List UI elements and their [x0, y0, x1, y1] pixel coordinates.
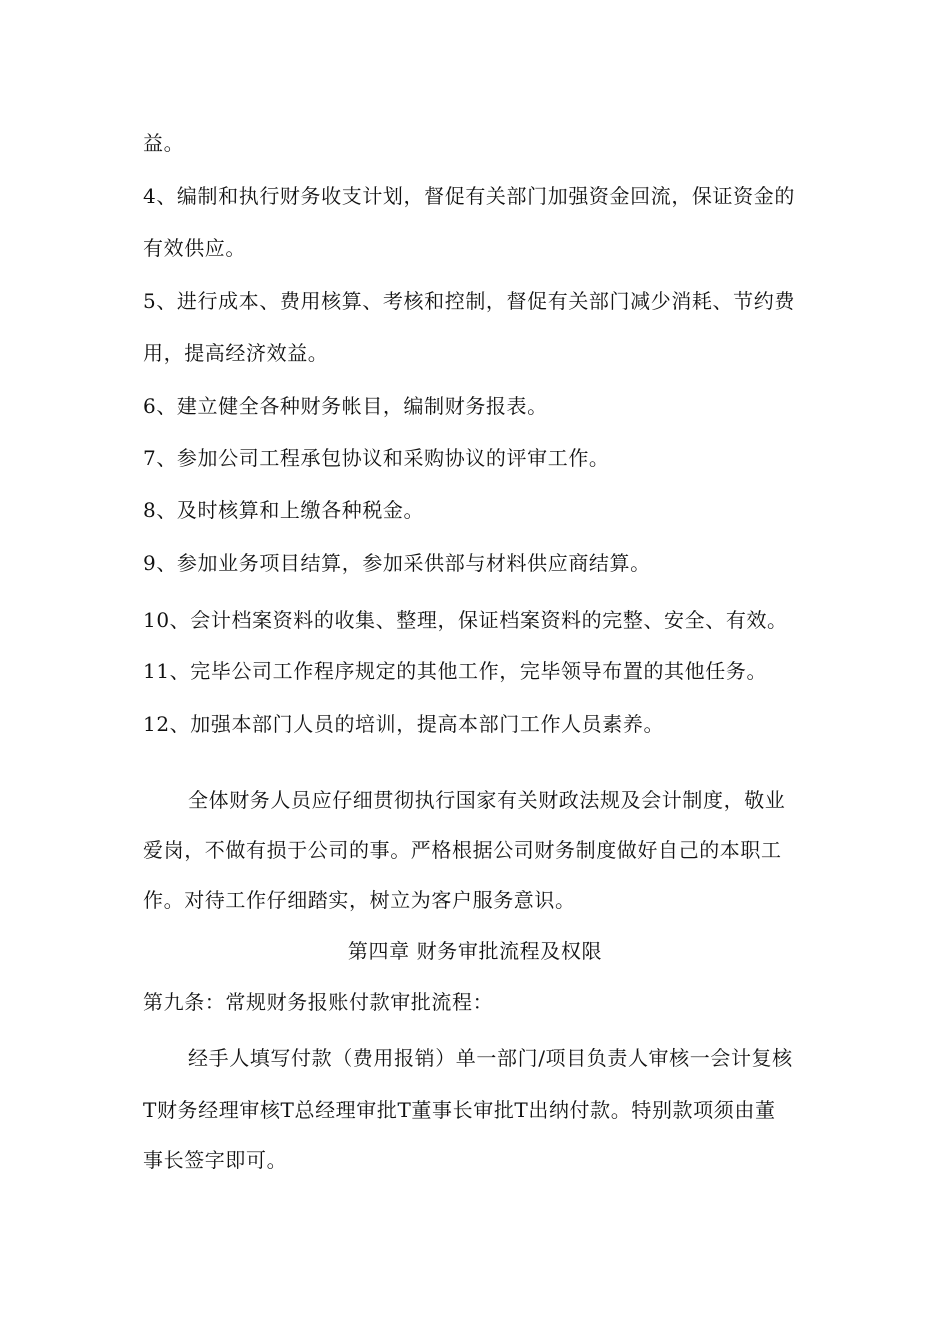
- chapter-heading: 第四章 财务审批流程及权限: [347, 939, 603, 963]
- list-item-4: 4、编制和执行财务收支计划，督促有关部门加强资金回流，保证资金的: [143, 184, 795, 208]
- list-item-9: 9、参加业务项目结算，参加采供部与材料供应商结算。: [143, 551, 651, 575]
- text-line: 用，提高经济效益。: [143, 341, 329, 365]
- paragraph-line: T财务经理审核T总经理审批T董事长审批T出纳付款。特别款项须由董: [143, 1098, 776, 1122]
- list-item-5: 5、进行成本、费用核算、考核和控制，督促有关部门减少消耗、节约费: [143, 289, 795, 313]
- list-item-11: 11、完毕公司工作程序规定的其他工作，完毕领导布置的其他任务。: [143, 659, 768, 683]
- list-item-7: 7、参加公司工程承包协议和采购协议的评审工作。: [143, 446, 610, 470]
- text-line: 有效供应。: [143, 236, 246, 260]
- list-item-10: 10、会计档案资料的收集、整理，保证档案资料的完整、安全、有效。: [143, 608, 788, 632]
- paragraph-line: 经手人填写付款（费用报销）单一部门/项目负责人审核一会计复核: [188, 1046, 793, 1070]
- list-item-12: 12、加强本部门人员的培训，提高本部门工作人员素养。: [143, 712, 665, 736]
- paragraph-line: 作。对待工作仔细踏实，树立为客户服务意识。: [143, 888, 576, 912]
- paragraph-line: 全体财务人员应仔细贯彻执行国家有关财政法规及会计制度，敬业: [188, 788, 786, 812]
- list-item-6: 6、建立健全各种财务帐目，编制财务报表。: [143, 394, 548, 418]
- paragraph-line: 事长签字即可。: [143, 1148, 288, 1172]
- list-item-8: 8、及时核算和上缴各种税金。: [143, 498, 425, 522]
- article-heading: 第九条：常规财务报账付款审批流程：: [143, 990, 494, 1014]
- paragraph-line: 爱岗，不做有损于公司的事。严格根据公司财务制度做好自己的本职工: [143, 838, 782, 862]
- text-line: 益。: [143, 131, 185, 155]
